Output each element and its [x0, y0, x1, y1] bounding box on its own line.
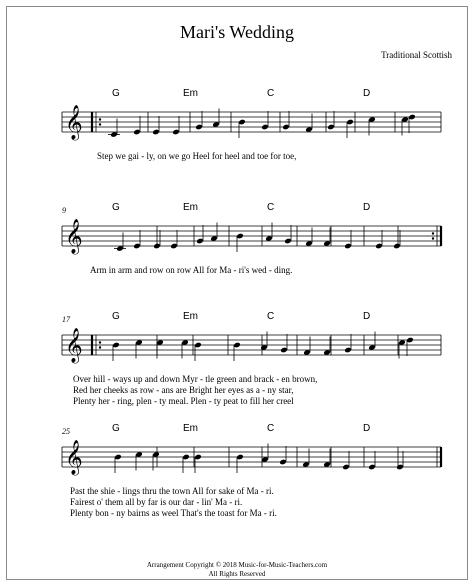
note — [344, 230, 352, 249]
lyric-line: Past the shie - lings thru the town All for sake of Ma - ri. — [70, 486, 274, 496]
song-title: Mari's Wedding — [180, 22, 294, 42]
note — [323, 228, 331, 247]
note — [236, 233, 244, 252]
chord-symbol: G — [112, 88, 120, 99]
note — [344, 334, 352, 353]
note — [194, 454, 202, 473]
copyright-line: Arrangement Copyright © 2018 Music-for-Music-Teachers.com — [146, 561, 328, 569]
note — [238, 119, 246, 138]
note — [108, 119, 120, 138]
lyric-line: Fairest o' them all by far is our dar - lin' Ma - ri. — [70, 497, 243, 507]
note — [282, 111, 290, 130]
treble-clef-icon: 𝄞 — [65, 219, 83, 254]
repeat-dot — [99, 123, 101, 125]
chord-symbol: C — [267, 311, 275, 322]
note — [170, 230, 178, 249]
note — [302, 449, 310, 468]
note — [152, 451, 160, 470]
chord-symbol: D — [363, 202, 371, 213]
chord-symbol: Em — [183, 423, 198, 434]
chord-symbol: G — [112, 202, 120, 213]
lyric-line: Over hill - ways up and down Myr - tle green and brack - en brown, — [73, 374, 318, 384]
lyric-line: Arm in arm and row on row All for Ma - ri's wed - ding. — [90, 265, 293, 275]
note — [236, 454, 244, 473]
staff — [0, 211, 474, 271]
lyric-line: Step we gai - ly, on we go Heel for heel and toe for toe, — [97, 151, 297, 161]
repeat-dot — [432, 232, 434, 234]
note — [396, 451, 404, 470]
repeat-dot — [432, 237, 434, 239]
chord-symbol: D — [363, 423, 371, 434]
note — [305, 114, 313, 133]
treble-clef-icon: 𝄞 — [65, 440, 83, 475]
chord-symbol: Em — [183, 88, 198, 99]
chord-symbol: D — [363, 88, 371, 99]
note — [342, 451, 350, 470]
note — [212, 109, 220, 128]
note — [280, 334, 288, 353]
note — [194, 342, 202, 361]
note — [114, 454, 122, 473]
chord-symbol: Em — [183, 202, 198, 213]
lyric-line: Red her cheeks as row - ans are Bright her eyes as a - ny star, — [73, 385, 294, 395]
measure-number: 25 — [62, 427, 70, 436]
note — [261, 111, 269, 130]
repeat-dot — [99, 341, 101, 343]
staff — [0, 97, 474, 157]
note — [265, 223, 273, 242]
note — [156, 339, 164, 358]
staff — [0, 320, 474, 380]
note — [181, 339, 189, 358]
chord-symbol: Em — [183, 311, 198, 322]
note — [401, 116, 409, 135]
note — [112, 342, 120, 361]
note — [375, 230, 383, 249]
note — [284, 225, 292, 244]
chord-symbol: C — [267, 202, 275, 213]
note — [406, 337, 414, 356]
note — [368, 332, 376, 351]
note — [152, 116, 160, 135]
repeat-dot — [99, 118, 101, 120]
measure-number: 9 — [62, 206, 66, 215]
note — [305, 228, 313, 247]
lyric-line: Plenty bon - ny bairns as weel That's the toast for Ma - ri. — [70, 508, 277, 518]
chord-symbol: G — [112, 423, 120, 434]
rights-line: All Rights Reserved — [208, 570, 266, 578]
note — [182, 454, 190, 473]
note — [327, 111, 335, 130]
note — [323, 449, 331, 468]
note — [114, 233, 126, 252]
note — [210, 223, 218, 242]
note — [346, 119, 354, 138]
note — [135, 451, 143, 470]
note — [133, 230, 141, 249]
chord-symbol: C — [267, 423, 275, 434]
note — [398, 339, 406, 358]
note — [133, 116, 141, 135]
note — [196, 225, 204, 244]
note — [323, 337, 331, 356]
treble-clef-icon: 𝄞 — [65, 105, 83, 140]
treble-clef-icon: 𝄞 — [65, 328, 83, 363]
measure-number: 17 — [62, 315, 70, 324]
note — [260, 332, 268, 351]
note — [279, 446, 287, 465]
composer-credit: Traditional Scottish — [381, 50, 452, 60]
repeat-dot — [99, 346, 101, 348]
note — [368, 451, 376, 470]
chord-symbol: G — [112, 311, 120, 322]
note — [195, 111, 203, 130]
chord-symbol: C — [267, 88, 275, 99]
note — [303, 337, 311, 356]
staff — [0, 432, 474, 492]
note — [233, 342, 241, 361]
note — [393, 230, 401, 249]
lyric-line: Plenty her - ring, plen - ty meal. Plen - ty peat to fill her creel — [73, 396, 294, 406]
note — [172, 116, 180, 135]
note — [408, 114, 416, 133]
note — [135, 339, 143, 358]
note — [368, 116, 376, 135]
chord-symbol: D — [363, 311, 371, 322]
